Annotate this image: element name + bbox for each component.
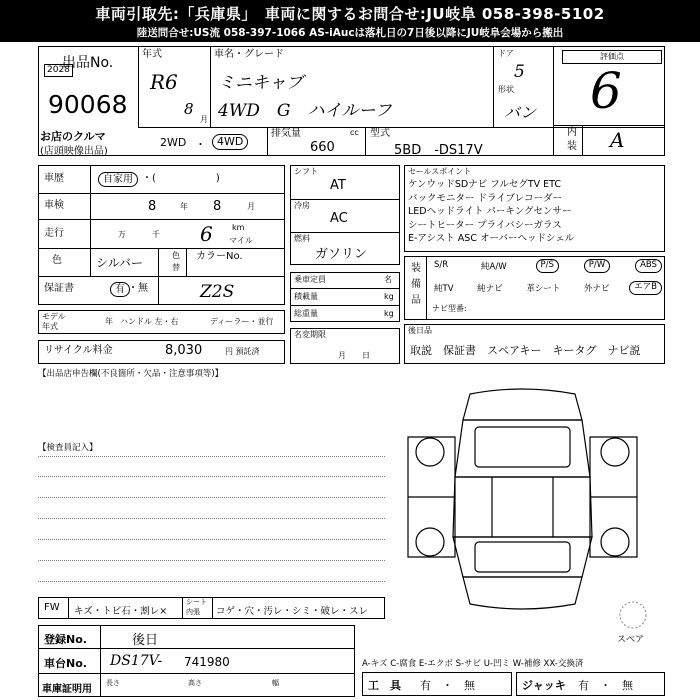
equipment-row-1: S/R 純A/W P/S P/W ABS [430, 259, 662, 273]
car-damage-diagram [400, 382, 645, 617]
year-month-unit: 月 [200, 115, 208, 124]
warranty-no: ・無 [128, 283, 148, 294]
color-code-label: カラーNo. [196, 251, 243, 262]
shape-value: バン [504, 103, 537, 122]
recycle-value: 8,030 [165, 343, 203, 358]
shape-label: 形状 [498, 85, 514, 94]
aircon-value: AC [330, 211, 348, 226]
notice-label: 【出品店申告欄(不良箇所・欠品・注意事項等)】 [38, 369, 224, 379]
equip-pw-circled: P/W [584, 259, 610, 273]
model-code-label: 型式 [370, 128, 390, 139]
lot-number-cell [40, 50, 135, 126]
tools-value: 有 ・ 無 [420, 679, 475, 692]
year-label: 年式 [142, 49, 162, 60]
year-era: R6 [150, 70, 178, 94]
history-private-circled: 自家用 [98, 172, 138, 187]
lot-number: 90068 [48, 90, 128, 119]
warranty-yes-circled: 有 [110, 282, 130, 297]
recycle-label: リサイクル料金 [44, 345, 113, 356]
selling-point: ケンウッドSDナビ フルセグTV ETC [408, 179, 562, 190]
header-transport: 陸送問合せ:US流 058-397-1066 AS-iAucは落札日の7日後以降にJU岐阜会場から搬出 [136, 27, 564, 39]
spare-label: スペア [617, 635, 645, 645]
jack-value: 有 ・ 無 [578, 679, 633, 692]
year-month: 8 [184, 100, 194, 118]
interior-label-1: 内 [567, 127, 577, 138]
store-car-sub: (店頭映像出品) [40, 146, 108, 157]
inspection-month: 8 [213, 199, 222, 214]
chassis-number: 741980 [184, 655, 230, 669]
notice-area [38, 383, 383, 433]
interior-label-2: 装 [567, 141, 577, 152]
displacement-value: 660 [310, 140, 335, 155]
history-label: 車歴 [44, 173, 64, 184]
inspector-label: 【検査員記入】 [38, 443, 98, 453]
auction-header [0, 0, 700, 42]
store-car-label: お店のクルマ [40, 130, 106, 143]
navi-model-label: ナビ型番: [432, 304, 467, 313]
spare-tire-icon [618, 600, 648, 630]
equip-airbag-circled: エアB [629, 281, 662, 295]
inspection-label: 車検 [44, 200, 64, 211]
equipment-row-2: 純TV 純ナビ 革シート 外ナビ エアB [430, 281, 662, 295]
damage-code-legend: A-キズ C-腐食 E-エクボ S-サビ U-凹ミ W-補修 XX-交換済 [362, 659, 584, 669]
selling-point: E-アシスト ASC オーバーヘッドシェル [408, 233, 575, 244]
vehicle-grade: 4WD G ハイルーフ [218, 101, 392, 121]
selling-point: LEDヘッドライト パーキングセンサー [408, 206, 572, 217]
history-other: ・( ) [142, 173, 220, 184]
registration-value: 後日 [132, 633, 159, 648]
selling-points-list [408, 178, 574, 246]
chassis-prefix: DS17V- [110, 653, 163, 669]
mileage-label: 走行 [44, 228, 64, 239]
interior-score: A [610, 128, 625, 152]
lot-year-mark: 2028 [44, 64, 73, 77]
color-label: 色 [52, 255, 62, 266]
name-label: 車名・グレード [214, 49, 284, 60]
drive-4wd-circled: 4WD [212, 134, 248, 150]
displacement-unit: cc [350, 128, 359, 137]
doors-label: ドア [498, 49, 514, 58]
warranty-label: 保証書 [44, 283, 74, 294]
rating-score: 6 [590, 62, 622, 120]
drive-2wd: 2WD [160, 136, 187, 149]
model-code-value: 5BD -DS17V [394, 143, 483, 158]
color-code: Z2S [200, 282, 235, 302]
later-items-value: 取説 保証書 スペアキー キータグ ナビ説 [410, 344, 641, 357]
mileage-value: 6 [200, 222, 213, 246]
selling-point: バックモニター ドライブレコーダー [408, 192, 563, 204]
fuel-value: ガソリン [315, 247, 368, 262]
lot-title: 出品No. [62, 55, 114, 71]
equip-ps-circled: P/S [536, 259, 559, 273]
header-contact: 車両引取先:「兵庫県」 車両に関するお問合せ:JU岐阜 058-398-5102 [95, 5, 605, 23]
equip-abs-circled: ABS [635, 259, 662, 273]
rating-label: 評価点 [562, 50, 662, 64]
recycle-unit: 円 預託済 [225, 347, 260, 356]
selling-point: シートヒーター プライバシーガラス [408, 219, 562, 231]
color-value: シルバー [96, 256, 143, 270]
registration-block [38, 165, 285, 305]
shift-value: AT [330, 178, 346, 193]
displacement-label: 排気量 [271, 128, 301, 139]
inspection-year: 8 [148, 199, 157, 214]
doors-value: 5 [514, 62, 525, 82]
vehicle-name: ミニキャブ [218, 73, 303, 93]
